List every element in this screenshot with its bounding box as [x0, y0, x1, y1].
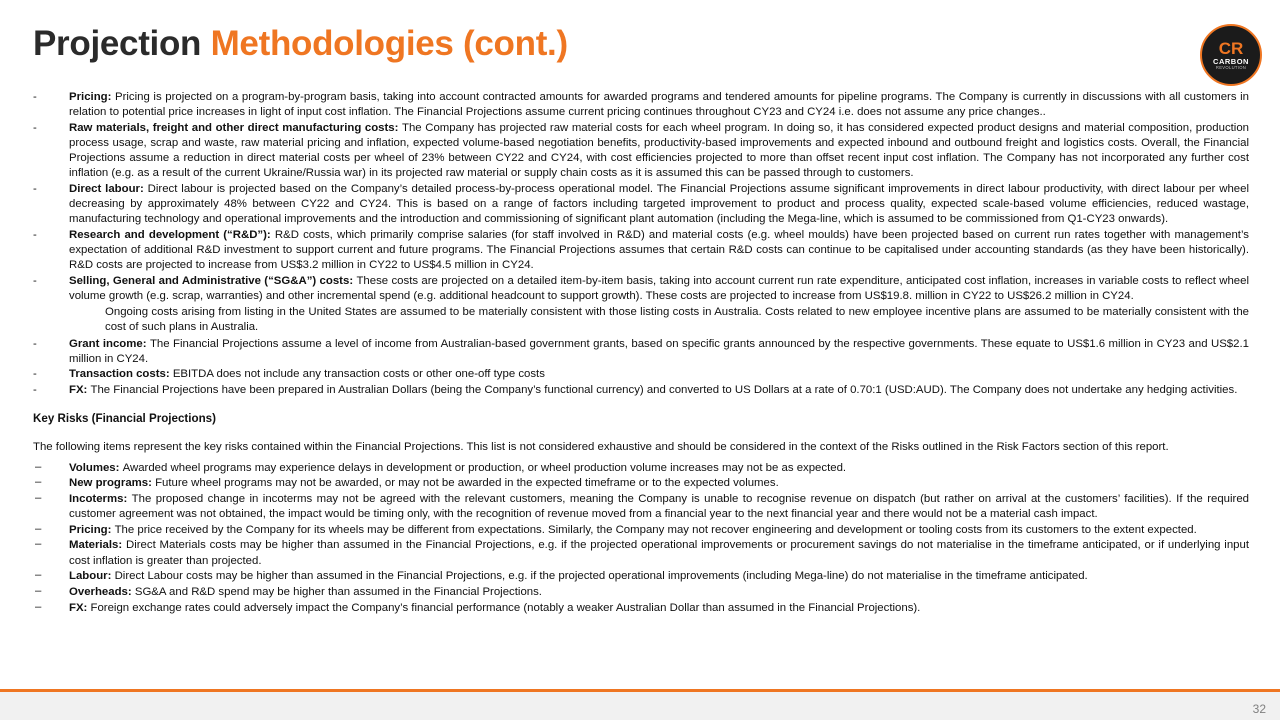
list-item	[33, 538, 1249, 568]
page-number: 32	[1252, 702, 1266, 716]
list-item-text: Pricing is projected on a program-by-program basis, taking into account contracted amounts for awarded programs and tendered amounts for pipeline programs. The Company is currently in discussions with all customers in relation to potential price increases in light of input cost inflation. The Financial Projections assume current pricing continues throughout CY23 and CY24 i.e. does not assume any price changes..	[69, 91, 1249, 119]
logo-name: CARBON	[1213, 56, 1249, 66]
bullet-marker: ‒	[35, 584, 42, 597]
list-item	[33, 367, 1249, 382]
list-item-lead: Incoterms:	[69, 493, 132, 505]
list-item	[33, 274, 1249, 336]
carbon-revolution-logo	[1200, 24, 1262, 86]
list-item-lead: Selling, General and Administrative (“SG&A”) costs:	[69, 274, 357, 287]
list-item	[33, 337, 1249, 367]
list-item	[33, 461, 1249, 476]
list-item-lead: Materials:	[69, 539, 126, 552]
list-item-text: These costs are projected on a detailed item-by-item basis, taking into account current run rate expenditure, anticipated cost inflation, increases in variable costs to reflect wheel volume growth (e.g. scrap, warranties) and other incremental spend (e.g. additional headcount to support growth). These costs are projected to increase from US$19.8. million in CY22 to US$26.2 million in CY24.	[69, 274, 1249, 303]
list-item-text: EBITDA does not include any transaction costs or other one-off type costs	[172, 368, 545, 381]
list-item-lead: New programs:	[69, 477, 156, 490]
list-item	[33, 383, 1249, 398]
bullet-marker: ‒	[35, 492, 42, 504]
list-item-text: The Financial Projections have been prepared in Australian Dollars (being the Company’s functional currency) and converted to US Dollars at a rate of 0.70:1 (USD:AUD). The Company does not undertake any hedging activities.	[90, 383, 1238, 396]
bullet-marker: ‒	[35, 460, 42, 473]
list-item-text: SG&A and R&D spend may be higher than assumed in the Financial Projections.	[134, 585, 542, 598]
bullet-marker: ‒	[35, 569, 42, 582]
list-item-lead: Research and development (“R&D”):	[69, 228, 275, 241]
section-heading: Key Risks (Financial Projections)	[33, 412, 216, 426]
list-item-lead: Raw materials, freight and other direct manufacturing costs:	[69, 121, 403, 134]
list-item	[33, 121, 1249, 182]
list-item-text: Future wheel programs may not be awarded, or may not be awarded in the expected timeframe or to the expected volumes.	[155, 477, 779, 490]
logo-subtitle: REVOLUTION	[1215, 65, 1247, 71]
slide-content	[33, 90, 1249, 616]
list-item-text: Direct Labour costs may be higher than assumed in the Financial Projections, e.g. if the projected operational improvements (including Mega-line) do not materialise in the timeframe anticipated.	[114, 570, 1088, 583]
bullet-marker: -	[33, 274, 37, 287]
bullet-marker: ‒	[35, 600, 42, 613]
list-item-text: The Company has projected raw material costs for each wheel program. In doing so, it has considered expected product designs and material composition, production process usage, scrap and waste, raw material pricing and inflation, expected volume-based negotiation benefits, productivity-based improvements and expected inbound and outbound freight and logistics costs. Overall, the Financial Projections assume a reduction in direct material costs per wheel of 23% between CY22 and CY24, with cost efficiencies projected to more than offset recent input cost inflation. The Company has not incorporated any further cost inflation (e.g. as a result of the current Ukraine/Russia war) in its projected raw material or supply chain costs as it is assumed this can be passed through to customers.	[69, 121, 1249, 180]
bullet-marker: ‒	[35, 522, 42, 535]
bullet-marker: -	[33, 337, 37, 350]
list-item	[33, 601, 1249, 616]
list-item	[33, 228, 1249, 273]
list-item-text: Foreign exchange rates could adversely impact the Company’s financial performance (notably a weaker Australian Dollar than assumed in the Financial Projections).	[90, 601, 921, 614]
bullet-marker: ‒	[35, 476, 42, 489]
list-item-lead: FX:	[69, 601, 91, 614]
list-item-text: The Financial Projections assume a level of income from Australian-based government grants, based on specific grants announced by the respective governments. These equate to US$1.6 million in CY23 and US$2.1 million in CY24.	[69, 337, 1249, 365]
list-item-lead: Grant income:	[69, 337, 150, 350]
page-title-accent: Methodologies (cont.)	[210, 24, 568, 63]
list-item-text: Direct Materials costs may be higher than assumed in the Financial Projections, e.g. if the projected operational improvements or procurement savings do not materialise in the timeframe anticipated, or if underlying input cost inflation is greater than projected.	[69, 539, 1249, 567]
list-item-lead: Transaction costs:	[69, 368, 173, 381]
list-item-text: The price received by the Company for its wheels may be different from expectations. Similarly, the Company may not recover engineering and development or tooling costs from its customers to the extent expected.	[114, 523, 1197, 536]
bullet-marker: -	[33, 368, 37, 381]
list-item	[33, 492, 1249, 522]
bullet-marker: -	[33, 228, 37, 241]
bullet-marker: -	[33, 383, 37, 396]
list-item-lead: FX:	[69, 383, 91, 396]
list-item	[33, 476, 1249, 491]
list-item-lead: Overheads:	[69, 585, 135, 598]
list-item	[33, 182, 1249, 227]
list-item-lead: Direct labour:	[69, 182, 148, 195]
bullet-marker: -	[33, 91, 37, 103]
list-item-lead: Volumes:	[69, 461, 123, 474]
list-item-text: Direct labour is projected based on the Company’s detailed process-by-process operational model. The Financial Projections assume significant improvements in direct labour productivity, with direct labour per wheel decreasing by approximately 48% between CY22 and CY24. This is based on a range of factors including targeted improvement to product and process quality, expected scale-based volume efficiencies, reduced wastage, manufacturing technology and operational improvements and the introduction and commissioning of significant plant automation (including the Mega-line, which is assumed to be commissioned from Q1-CY23 onwards).	[69, 182, 1249, 226]
list-item-text: The proposed change in incoterms may not be agreed with the relevant customers, meaning the Company is unable to recognise revenue on dispatch (but rather on arrival at the customers’ facilities). If the required customer agreement was not obtained, the impact would be timing only, with the recognition of revenue moved from a financial year to the next financial year and there would not be a material cash impact.	[69, 493, 1249, 521]
list-item-lead: Labour:	[69, 570, 115, 583]
bullet-marker: -	[33, 182, 37, 195]
list-item-text: Awarded wheel programs may experience delays in development or production, or wheel production volume increases may not be as expected.	[122, 461, 847, 474]
logo-monogram: CR	[1218, 38, 1244, 58]
list-item	[33, 523, 1249, 538]
list-item-subparagraph: Ongoing costs arising from listing in the United States are assumed to be materially consistent with those listing costs in Australia. Costs related to new employee incentive plans are assumed to be materially consistent with the cost of such plans in Australia.	[105, 306, 1249, 334]
bullet-marker: ‒	[35, 538, 42, 551]
list-item-lead: Pricing:	[69, 91, 115, 103]
page-title	[33, 24, 568, 64]
list-item	[33, 90, 1249, 120]
list-item	[33, 569, 1249, 584]
list-item-text: R&D costs, which primarily comprise salaries (for staff involved in R&D) and material costs (e.g. wheel moulds) have been projected based on current run rates together with management’s expectation of additional R&D investment to support current and future programs. The Financial Projections assumes that certain R&D costs can continue to be capitalised under accounting standards (as they have been historically). R&D costs are projected to increase from US$3.2 million in CY22 to US$4.5 million in CY24.	[69, 228, 1249, 272]
intro-paragraph: The following items represent the key risks contained within the Financial Projections. This list is not considered exhaustive and should be considered in the context of the Risks outlined in the Risk Factors section of this report.	[33, 440, 1169, 453]
footer-bar	[0, 692, 1280, 720]
page-title-main: Projection	[33, 24, 211, 63]
list-item-lead: Pricing:	[69, 523, 115, 536]
list-item	[33, 585, 1249, 600]
key-risks-list	[33, 461, 1249, 616]
bullet-marker: -	[33, 121, 37, 134]
methodology-bullet-list	[33, 90, 1249, 398]
